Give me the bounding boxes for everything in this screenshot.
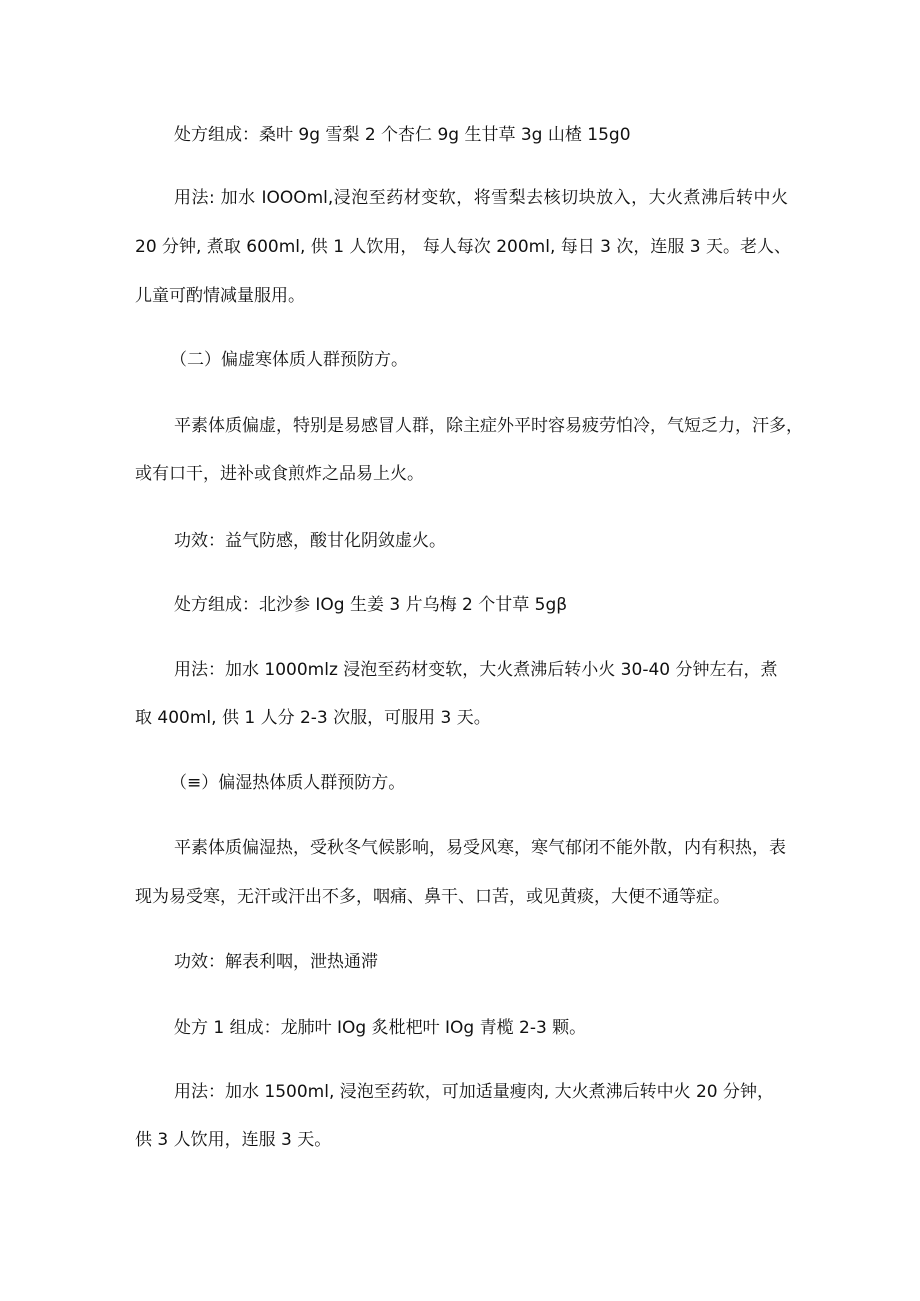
text-line-effect-3: 功效：解表利咽，泄热通滞 [174, 952, 378, 972]
text-line-usage-3-a: 用法：加水 1500ml, 浸泡至药软，可加适量瘦肉, 大火煮沸后转中火 20 分钟， [174, 1082, 775, 1102]
text-line-usage-2-a: 用法：加水 1000mlz 浸泡至药材变软，大火煮沸后转小火 30-40 分钟左右，煮 [174, 660, 778, 680]
section-heading-3: （≡）偏湿热体质人群预防方。 [170, 773, 406, 793]
text-line-usage-3-b: 供 3 人饮用，连服 3 天。 [135, 1130, 332, 1150]
text-line-description-3-b: 现为易受寒，无汗或汗出不多，咽痛、鼻干、口苦，或见黄痰，大便不通等症。 [135, 887, 730, 907]
text-line-usage-1-c: 儿童可酌情减量服用。 [135, 286, 305, 306]
text-line-description-2-b: 或有口干，进补或食煎炸之品易上火。 [135, 464, 424, 484]
text-line-prescription-3: 处方 1 组成：龙肺叶 IOg 炙枇杷叶 IOg 青榄 2-3 颗。 [174, 1018, 587, 1038]
text-line-prescription-2: 处方组成：北沙参 IOg 生姜 3 片乌梅 2 个甘草 5gβ [174, 595, 568, 615]
text-line-effect-2: 功效：益气防感，酸甘化阴敛虚火。 [174, 531, 446, 551]
text-line-description-3-a: 平素体质偏湿热，受秋冬气候影响，易受风寒，寒气郁闭不能外散，内有积热，表 [174, 838, 786, 858]
section-heading-2: （二）偏虚寒体质人群预防方。 [170, 350, 408, 370]
text-line-usage-2-b: 取 400ml, 供 1 人分 2-3 次服，可服用 3 天。 [135, 708, 491, 728]
text-line-usage-1-a: 用法: 加水 IOOOml,浸泡至药材变软，将雪梨去核切块放入，大火煮沸后转中火 [174, 188, 788, 208]
text-line-prescription-1: 处方组成：桑叶 9g 雪梨 2 个杏仁 9g 生甘草 3g 山楂 15g0 [174, 125, 631, 145]
text-line-description-2-a: 平素体质偏虚，特别是易感冒人群，除主症外平时容易疲劳怕冷，气短乏力，汗多， [174, 416, 803, 436]
text-line-usage-1-b: 20 分钟, 煮取 600ml, 供 1 人饮用， 每人每次 200ml, 每日 3 次，连服 3 天。老人、 [135, 237, 792, 257]
